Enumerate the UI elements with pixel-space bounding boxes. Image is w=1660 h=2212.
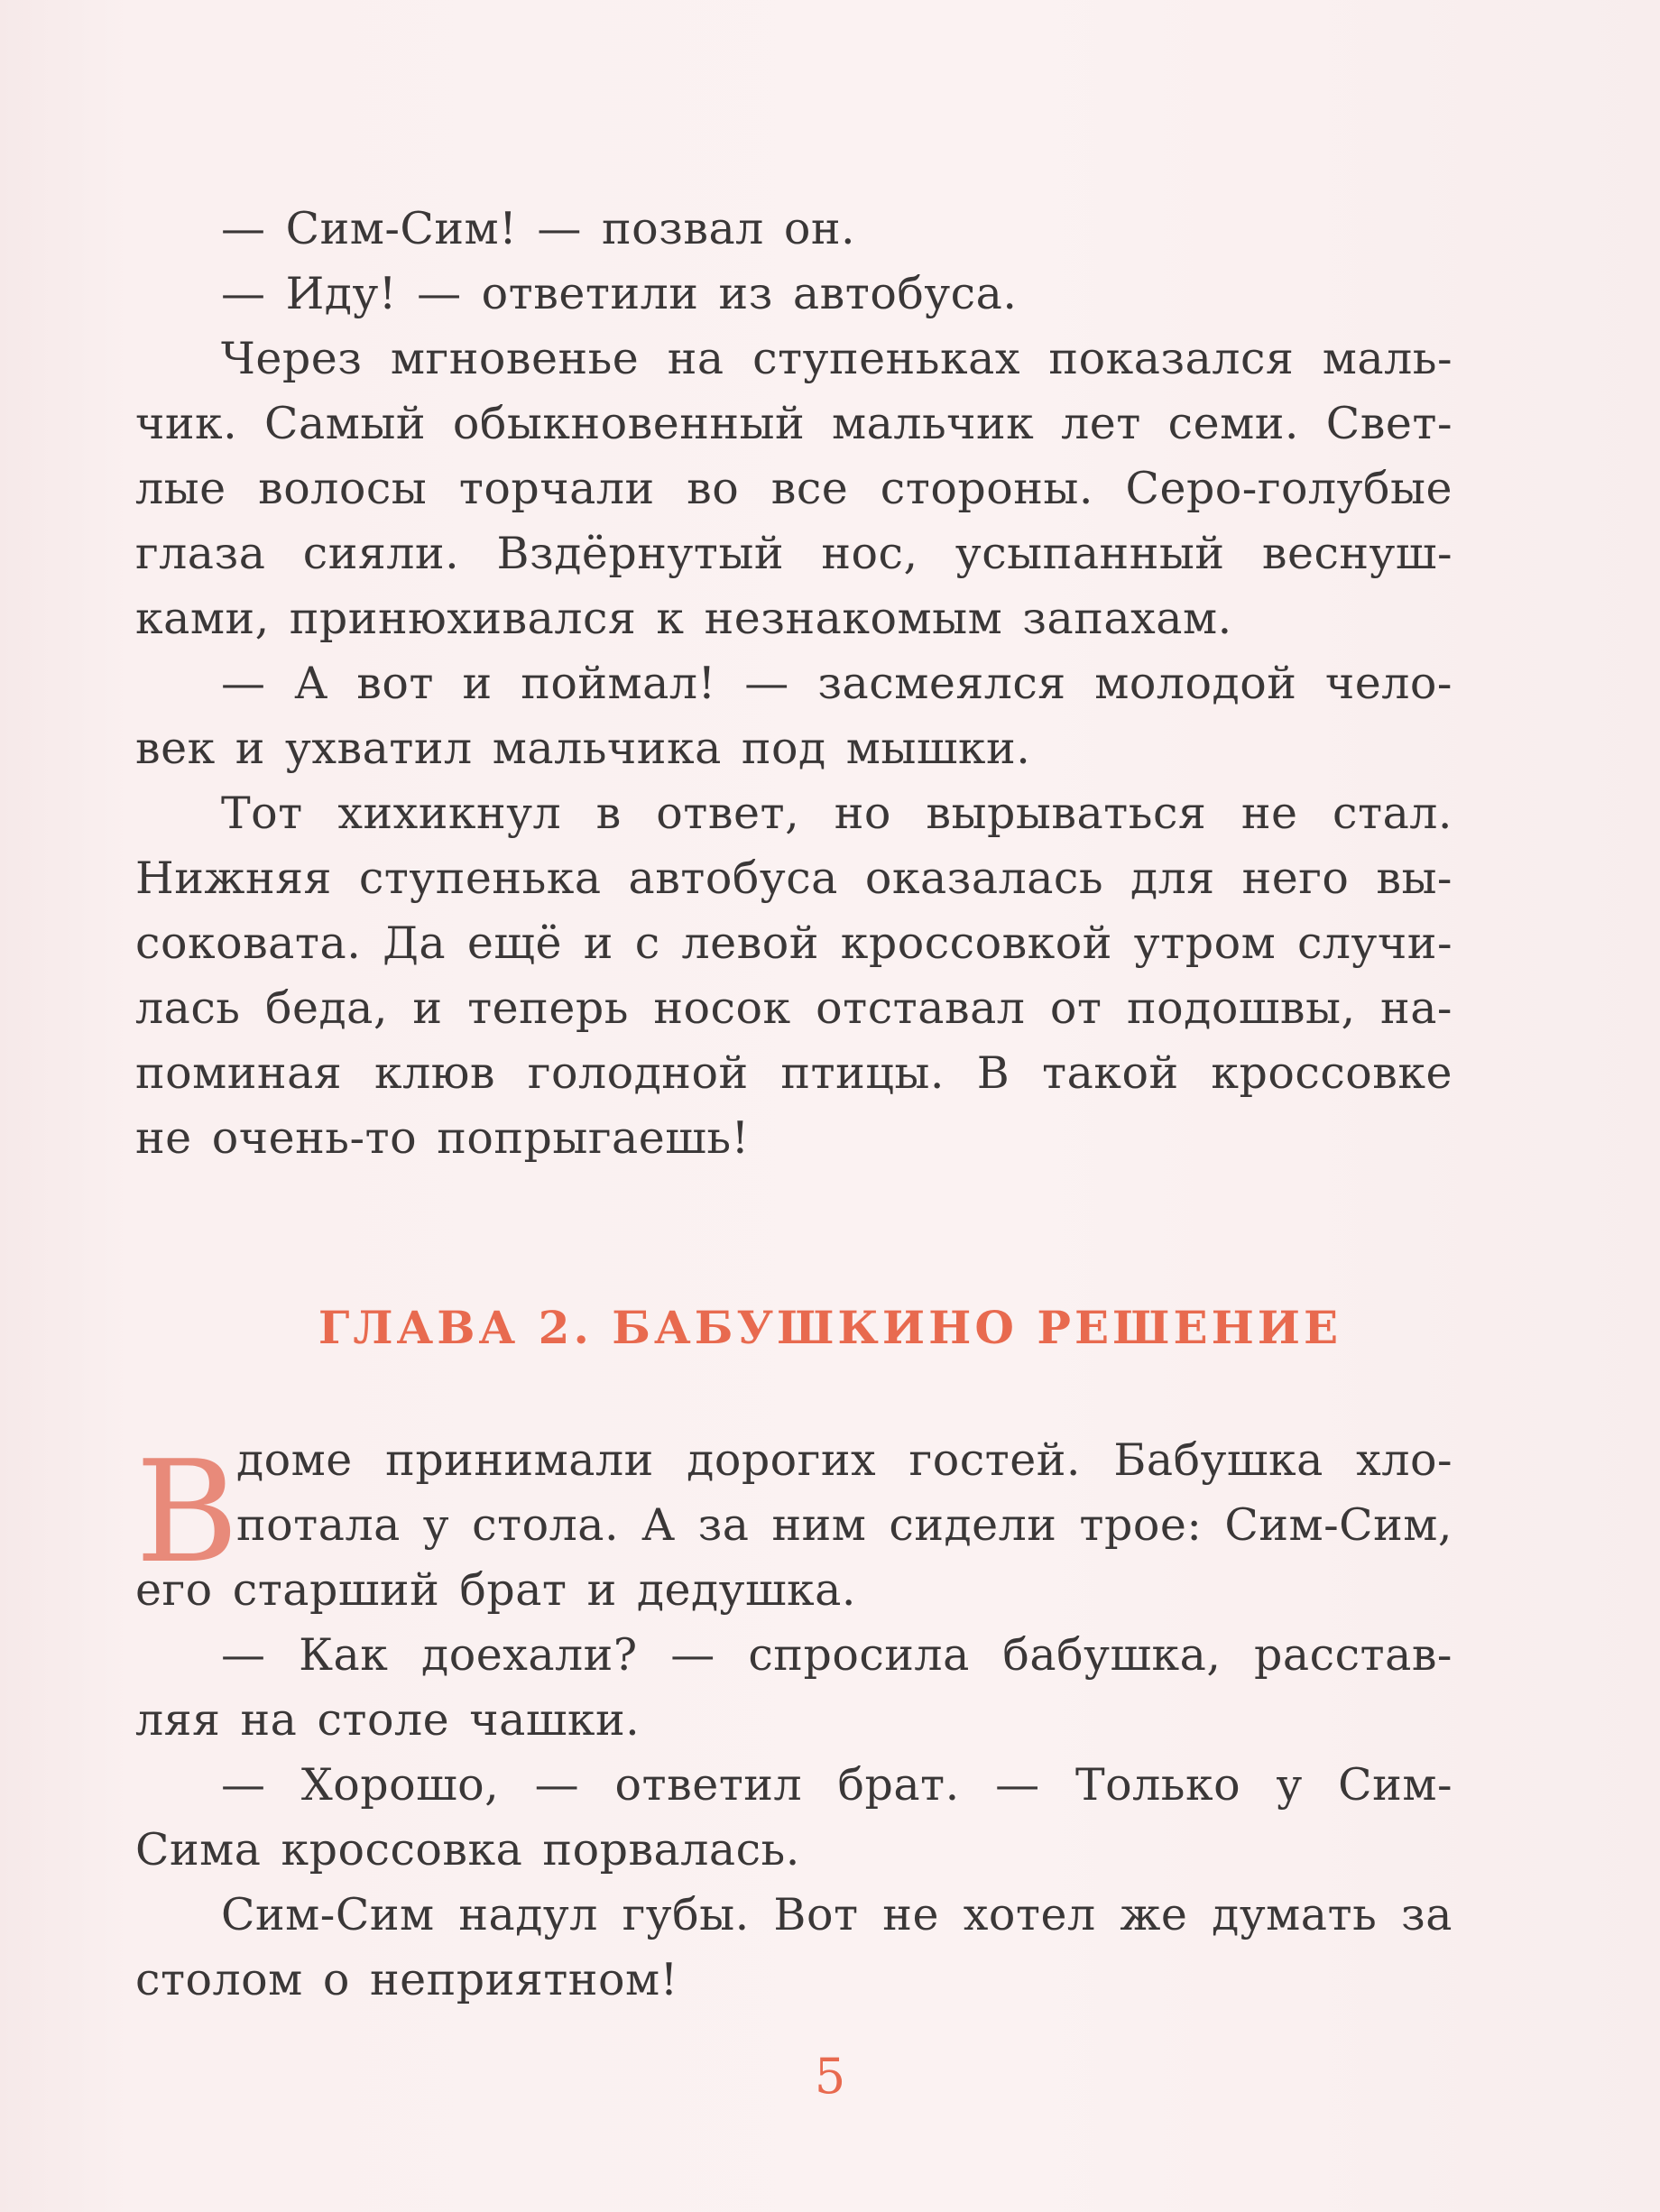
text-block-top — [135, 197, 1452, 1171]
text-line: Через мгновенье на ступеньках показался маль- — [221, 333, 1452, 384]
text-line: век и ухватил мальчика под мышки. — [135, 723, 1031, 774]
text-line: Сим-Сим надул губы. Вот не хотел же думать за — [221, 1889, 1452, 1940]
text-line: Тот хихикнул в ответ, но вырываться не стал. — [221, 788, 1452, 839]
text-line: — Хорошо, — ответил брат. — Только у Сим- — [221, 1759, 1452, 1811]
text-line: — А вот и поймал! — засмеялся молодой чело- — [221, 658, 1452, 709]
chapter-title: ГЛАВА 2. БАБУШКИНО РЕШЕНИЕ — [318, 1301, 1342, 1354]
text-line: чик. Самый обыкновенный мальчик лет семи. Свет- — [135, 398, 1452, 449]
text-line: потала у стола. А за ним сидели трое: Сим-Сим, — [236, 1499, 1452, 1551]
text-line: столом о неприятном! — [135, 1954, 678, 2005]
text-line: — Сим-Сим! — позвал он. — [221, 203, 856, 254]
text-line: доме принимали дорогих гостей. Бабушка хло- — [236, 1434, 1452, 1486]
text-line: Сима кроссовка порвалась. — [135, 1824, 800, 1876]
drop-cap: В — [135, 1430, 239, 1594]
text-line: лые волосы торчали во все стороны. Серо-голубые — [135, 463, 1452, 514]
text-line: — Как доехали? — спросила бабушка, расстав- — [221, 1629, 1452, 1681]
text-line: ками, принюхивался к незнакомым запахам. — [135, 593, 1232, 644]
text-line: лась беда, и теперь носок отставал от подошвы, на- — [135, 982, 1452, 1034]
text-line: поминая клюв голодной птицы. В такой кроссовке — [135, 1047, 1452, 1099]
text-line: его старший брат и дедушка. — [135, 1564, 856, 1616]
text-block-bottom — [135, 1428, 1452, 2013]
text-line: Нижняя ступенька автобуса оказалась для него вы- — [135, 853, 1452, 904]
text-line: ляя на столе чашки. — [135, 1694, 641, 1746]
text-line: глаза сияли. Вздёрнутый нос, усыпанный веснуш- — [135, 528, 1452, 579]
text-line: не очень-то попрыгаешь! — [135, 1112, 750, 1164]
text-line: соковата. Да ещё и с левой кроссовкой утром случи- — [135, 917, 1452, 969]
page-number: 5 — [814, 2048, 846, 2105]
text-line: — Иду! — ответили из автобуса. — [221, 268, 1018, 319]
